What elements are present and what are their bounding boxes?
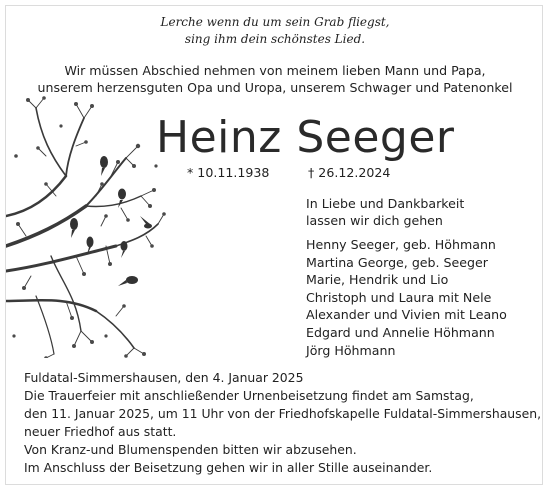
service-line: den 11. Januar 2025, um 11 Uhr von der Friedhofskapelle Fuldatal-Simmershausen,	[24, 406, 542, 422]
dedication-line: In Liebe und Dankbarkeit	[306, 196, 465, 211]
verse-line: Lerche wenn du um sein Grab fliegst,	[160, 15, 390, 29]
closing-note: Im Anschluss der Beisetzung gehen wir in aller Stille auseinander.	[24, 460, 433, 476]
bird-icon	[118, 276, 138, 286]
mourner: Alexander und Vivien mit Leano	[306, 307, 507, 323]
service-details	[24, 369, 541, 478]
flowers-note: Von Kranz-und Blumenspenden bitten wir abzusehen.	[24, 442, 357, 458]
birth-date: * 10.11.1938	[187, 165, 270, 180]
intro-line: unserem herzensguten Opa und Uropa, unserem Schwager und Patenonkel	[37, 80, 513, 95]
mourner: Edgard und Annelie Höhmann	[306, 324, 495, 340]
mourner: Jörg Höhmann	[306, 342, 396, 358]
dedication	[306, 195, 464, 229]
mourner: Martina George, geb. Seeger	[306, 254, 488, 270]
verse	[0, 14, 550, 48]
service-line: neuer Friedhof aus statt.	[24, 424, 177, 440]
place-date: Fuldatal-Simmershausen, den 4. Januar 2025	[24, 370, 304, 385]
mourners-list	[306, 236, 507, 359]
tree-with-birds-illustration	[6, 96, 166, 358]
deceased-name: Heinz Seeger	[156, 112, 455, 163]
verse-line: sing ihm dein schönstes Lied.	[184, 32, 366, 46]
death-date: † 26.12.2024	[308, 165, 391, 180]
mourner: Christoph und Laura mit Nele	[306, 289, 492, 305]
service-line: Die Trauerfeier mit anschließender Urnenbeisetzung findet am Samstag,	[24, 388, 474, 404]
bird-icon	[121, 241, 128, 258]
mourner: Marie, Hendrik und Lio	[306, 272, 449, 288]
bird-icon	[140, 216, 152, 229]
mourner: Henny Seeger, geb. Höhmann	[306, 237, 496, 252]
bird-icon	[118, 189, 126, 209]
intro-text	[0, 62, 550, 96]
intro-line: Wir müssen Abschied nehmen von meinem lieben Mann und Papa,	[64, 63, 486, 78]
bird-icon	[100, 156, 108, 176]
bird-icon	[70, 218, 78, 238]
dedication-line: lassen wir dich gehen	[306, 213, 443, 228]
